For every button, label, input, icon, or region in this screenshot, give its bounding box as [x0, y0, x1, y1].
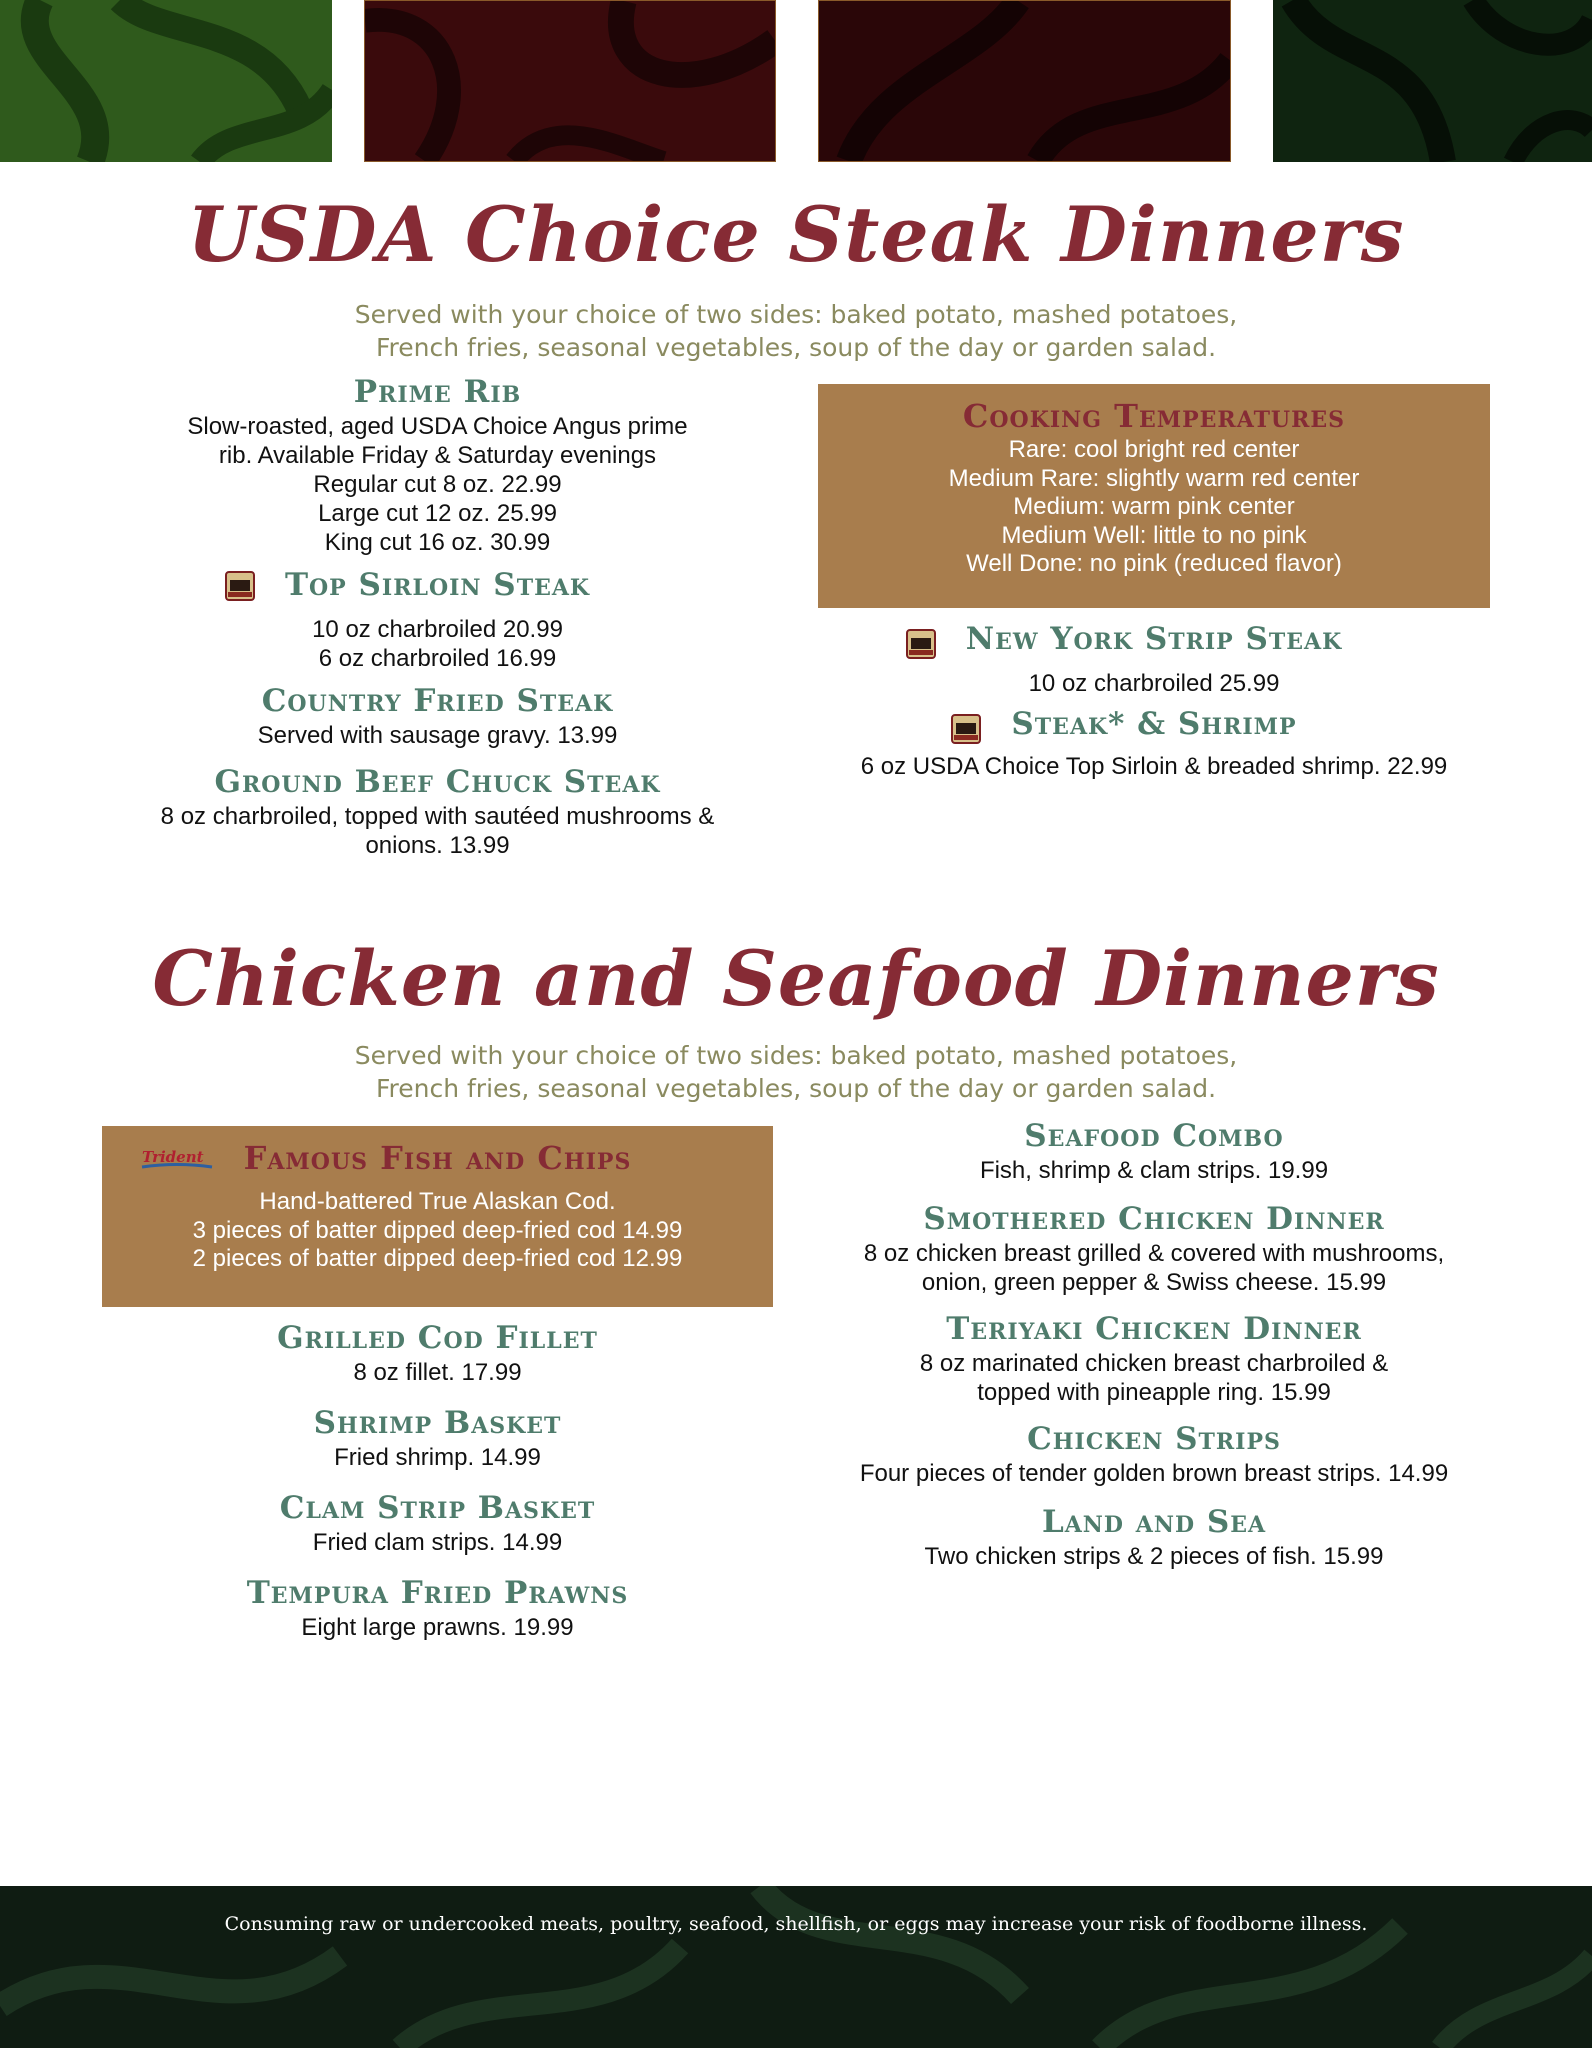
temperature-line: Medium: warm pink center	[1013, 493, 1295, 520]
item-line: Fried clam strips. 14.99	[312, 1529, 563, 1556]
item-line: Fried shrimp. 14.99	[334, 1444, 541, 1471]
menu-item-shrimp-basket	[102, 1403, 773, 1472]
certified-angus-beef-icon	[225, 571, 255, 601]
item-line: onion, green pepper & Swiss cheese. 15.99	[921, 1269, 1387, 1296]
item-title: Chicken Strips	[1027, 1421, 1281, 1457]
item-line: Large cut 12 oz. 25.99	[318, 500, 557, 527]
top-banner	[0, 0, 1592, 162]
banner-panel-red-2	[818, 0, 1231, 162]
menu-item-steak-and-shrimp	[818, 704, 1490, 781]
menu-item-land-and-sea	[818, 1502, 1490, 1571]
item-line: Regular cut 8 oz. 22.99	[313, 471, 562, 498]
item-title: Country Fried Steak	[261, 683, 614, 719]
trident-logo	[140, 1146, 214, 1172]
steak-left-column	[80, 372, 795, 860]
cooking-temperatures-box	[818, 384, 1490, 608]
item-title: Smothered Chicken Dinner	[923, 1201, 1385, 1237]
seafood-right-column	[818, 1116, 1490, 1571]
footer-banner	[0, 1886, 1592, 2048]
item-line: onions. 13.99	[365, 832, 510, 859]
temperature-line: Rare: cool bright red center	[1008, 436, 1300, 463]
fish-and-chips-box	[102, 1126, 773, 1307]
menu-item-teriyaki-chicken	[818, 1309, 1490, 1407]
certified-angus-beef-icon	[906, 629, 936, 659]
item-line: 6 oz charbroiled 16.99	[318, 645, 557, 672]
box-title: Cooking Temperatures	[962, 397, 1346, 435]
item-title: Steak* & Shrimp	[1011, 706, 1297, 742]
menu-item-ground-beef-chuck	[80, 762, 795, 860]
item-line: King cut 16 oz. 30.99	[324, 529, 551, 556]
menu-item-top-sirloin	[80, 565, 795, 673]
item-line: 8 oz charbroiled, topped with sautéed mushrooms &	[160, 803, 715, 830]
food-safety-disclaimer: Consuming raw or undercooked meats, poultry, seafood, shellfish, or eggs may increase your risk of foodborne illness.	[224, 1913, 1368, 1935]
menu-item-grilled-cod	[102, 1318, 773, 1387]
menu-item-new-york-strip	[818, 619, 1490, 698]
item-title: Land and Sea	[1041, 1504, 1267, 1540]
temperature-line: Well Done: no pink (reduced flavor)	[966, 550, 1342, 577]
item-line: Four pieces of tender golden brown breast strips. 14.99	[859, 1460, 1449, 1487]
item-line: 8 oz fillet. 17.99	[353, 1359, 522, 1386]
seafood-sides-note	[0, 1039, 1592, 1105]
item-line: Two chicken strips & 2 pieces of fish. 15.99	[924, 1543, 1384, 1570]
item-title: Clam Strip Basket	[279, 1490, 596, 1526]
item-title: Seafood Combo	[1024, 1118, 1284, 1154]
box-title: Famous Fish and Chips	[243, 1139, 632, 1177]
item-line: Served with sausage gravy. 13.99	[257, 722, 618, 749]
item-title: Tempura Fried Prawns	[246, 1575, 629, 1611]
steak-sides-note	[0, 298, 1592, 364]
item-line: 6 oz USDA Choice Top Sirloin & breaded shrimp. 22.99	[860, 753, 1448, 780]
temperature-line: Medium Rare: slightly warm red center	[948, 464, 1360, 492]
seafood-left-column	[102, 1318, 773, 1642]
item-line: 10 oz charbroiled 25.99	[1028, 670, 1280, 697]
menu-item-seafood-combo	[818, 1116, 1490, 1185]
menu-item-country-fried-steak	[80, 681, 795, 750]
item-line: Eight large prawns. 19.99	[301, 1614, 574, 1641]
sides-line-2: French fries, seasonal vegetables, soup of the day or garden salad.	[375, 333, 1217, 362]
item-line: Slow-roasted, aged USDA Choice Angus prime	[187, 413, 688, 440]
item-title: Grilled Cod Fillet	[277, 1320, 598, 1356]
menu-item-clam-strip-basket	[102, 1488, 773, 1557]
item-line: rib. Available Friday & Saturday evenings	[218, 442, 657, 469]
item-title: Teriyaki Chicken Dinner	[946, 1311, 1362, 1347]
fish-line: Hand-battered True Alaskan Cod.	[259, 1188, 616, 1215]
item-title: Top Sirloin Steak	[284, 567, 591, 603]
steak-right-column	[818, 619, 1490, 781]
item-line: 10 oz charbroiled 20.99	[312, 616, 563, 643]
steak-section-title: USDA Choice Steak Dinners	[187, 190, 1405, 279]
sides-line-2: French fries, seasonal vegetables, soup of the day or garden salad.	[375, 1074, 1217, 1103]
trident-logo-text: Trident	[141, 1148, 204, 1166]
fish-line: 2 pieces of batter dipped deep-fried cod 12.99	[192, 1245, 683, 1272]
banner-panel-green	[0, 0, 332, 162]
menu-item-prime-rib	[80, 372, 795, 557]
item-line: 8 oz chicken breast grilled & covered with mushrooms,	[863, 1240, 1445, 1267]
menu-item-smothered-chicken	[818, 1199, 1490, 1297]
banner-panel-red-1	[364, 0, 776, 162]
certified-angus-beef-icon	[951, 714, 981, 744]
seafood-section-title: Chicken and Seafood Dinners	[152, 934, 1440, 1023]
item-line: topped with pineapple ring. 15.99	[977, 1379, 1331, 1406]
sides-line-1: Served with your choice of two sides: baked potato, mashed potatoes,	[354, 300, 1238, 329]
fish-line: 3 pieces of batter dipped deep-fried cod 14.99	[192, 1216, 683, 1244]
item-title: New York Strip Steak	[965, 621, 1343, 657]
footer-swirl-pattern	[0, 1886, 1592, 2048]
banner-panel-dark-green	[1273, 0, 1592, 162]
temperature-line: Medium Well: little to no pink	[1001, 521, 1307, 549]
item-title: Ground Beef Chuck Steak	[214, 764, 661, 800]
item-title: Prime Rib	[353, 374, 522, 410]
item-line: Fish, shrimp & clam strips. 19.99	[979, 1157, 1329, 1184]
menu-item-tempura-prawns	[102, 1573, 773, 1642]
item-title: Shrimp Basket	[313, 1405, 562, 1441]
menu-item-chicken-strips	[818, 1419, 1490, 1488]
sides-line-1: Served with your choice of two sides: baked potato, mashed potatoes,	[354, 1041, 1238, 1070]
item-line: 8 oz marinated chicken breast charbroiled &	[919, 1350, 1389, 1377]
